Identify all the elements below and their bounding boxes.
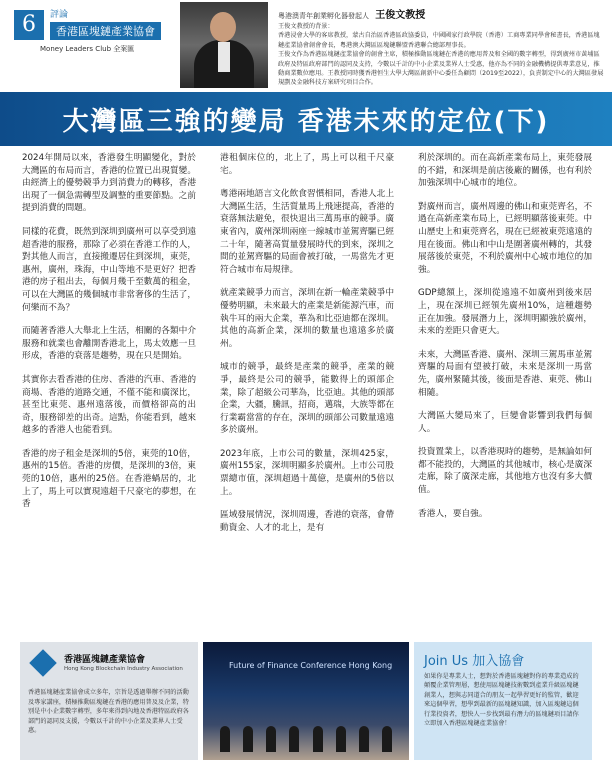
paragraph: 未來，大灣區香港、廣州、深圳三駕馬車並駕齊驅的局面有望被打破，未來是深圳一馬當先，廣州緊隨其後，後面是香港、東莞、佛山相隨。 bbox=[418, 349, 592, 398]
paragraph: 區域發展情況，深圳周邊，香港的衰落，會帶動資金、人才的北上，是有 bbox=[220, 510, 394, 533]
conference-screen-text: Future of Finance Conference Hong Kong bbox=[229, 661, 393, 670]
paragraph: 其實你去看香港的住房、香港的汽車、香港的商場、香港的道路交通，不僅不能和廣深比，甚至比東莞、惠州遠落後，而價格卻高的出奇，服務卻差的出奇。這點，你能看到，越來越多的香港人也能看到。 bbox=[22, 374, 196, 436]
paragraph: 2024年開局以來，香港發生明顯變化，對於大灣區的布局而言，香港的位置已出現質變。由經濟上的優勢競爭力到消費力的轉移，香港出現了一個急需轉型及調整的重要節點。之前提到消費的問題。 bbox=[22, 153, 196, 214]
column-2 bbox=[220, 152, 394, 640]
bio-paragraph: 王俊文作為香港區塊鏈產業協會的創會主席，積極推動區塊鏈在香港的應用普及和全國的數字轉型，得到廣州市黃埔區政府及特區政府部門的認同及支持，令數以千計的中小企業及業界人士受惠，他亦為不同的金融機構提供專業意見，推動商業數位應用。王教授同時獲香港恒生大學大灣區創新中心委任為顧問（2019至2022），負責制定中心的大灣區發展規劃及金融科技方案研究項目合作。 bbox=[278, 51, 604, 87]
association-box bbox=[20, 642, 198, 760]
paragraph: 香港的房子租金是深圳的5倍，東莞的10倍，惠州的15倍。香港的房價，是深圳的3倍，東莞的10倍，惠州的25倍。在香港蝸居的，北上了，馬上可以實現遠超千尺豪宅的夢想，在香 bbox=[22, 448, 196, 510]
conference-photo bbox=[203, 642, 409, 760]
bio-heading: 王俊文教授的背景： bbox=[278, 23, 334, 30]
bio-paragraph: 香港浸會大學的客席教授，蒙古自治區香港區政協委員，中國國家行政學院（香港）工商專業同學會秘書長，香港區塊鏈產業協會創會會長，粵港澳大灣區區塊鏈聯盟香港聯合總部理事長。 bbox=[278, 32, 600, 49]
column-name: 香港區塊鏈產業協會 bbox=[50, 22, 161, 40]
author-photo bbox=[180, 2, 268, 88]
paragraph: 2023年底，上市公司的數量，深圳425家，廣州155家，深圳明顯多於廣州。上市公司股票總市值，深圳超過十萬億，是廣州的5倍以上。 bbox=[220, 448, 394, 497]
author-name: 王俊文教授 bbox=[375, 10, 426, 21]
paragraph: 大灣區大變局來了，巨變會影響到我們每個人。 bbox=[418, 411, 592, 434]
paragraph: 利於深圳的。而在高新產業布局上，東莞發展的不錯，和深圳是前店後廠的關係，也有利於加強深圳中心城市的地位。 bbox=[418, 153, 592, 189]
header bbox=[0, 0, 612, 88]
paragraph: 城市的競爭，最終是產業的競爭，產業的競爭，最終是公司的競爭，能數得上的頭部企業，除了超級公司華為，比亞迪。其他的頭部企業，大疆，騰訊，招商，邁瑞，大族等都在行業霸當當的存在，深圳的頭部公司數量遠遠多於廣州。 bbox=[220, 362, 394, 436]
article-body bbox=[22, 152, 592, 640]
column-label: 評論 bbox=[50, 10, 69, 20]
paragraph: 就產業競爭力而言，深圳在新一輪產業競爭中優勢明顯，未來最大的產業是新能源汽車，而執牛耳的兩大企業，華為和比亞迪都在深圳。其他的高新企業，深圳的數量也遠遠多於廣州。 bbox=[220, 288, 394, 349]
join-desc: 如果你是專業人士，想對於香港區塊鏈對你的專業造成的顛覆企業管理層，想使用區塊鏈技術數到產業升級區塊鏈創業人，想與志同道合的朋友一起學習更好的監管，歡迎來這個學習，想學到最新的區塊鏈知識，加入區塊鏈這個行業投資者，想快人一步找到最有潛力的區塊鏈項目請你立即加入香港區塊鏈產業協會！ bbox=[424, 673, 579, 728]
paragraph: 而隨著香港人大舉北上生活，相關的各類中介服務和就業也會離開香港北上，馬太效應一旦形成，香港的衰落是趨勢，現在只是開始。 bbox=[22, 326, 196, 362]
paragraph: 港租個床位的，北上了，馬上可以租千尺豪宅。 bbox=[220, 153, 394, 176]
article-title: 大灣區三強的變局 香港未來的定位(下) bbox=[62, 106, 550, 137]
association-name-en: Hong Kong Blockchain Industry Association bbox=[64, 666, 183, 672]
association-name: 香港區塊鏈產業協會 bbox=[64, 655, 146, 665]
panel-people bbox=[213, 722, 399, 752]
footer bbox=[20, 642, 592, 760]
paragraph: 投資置業上，以香港現時的趨勢，是無論如何都不能投的，大灣區的其他城市，核心是廣深走廊，除了廣深走廊，其他地方也沒有多大價值。 bbox=[418, 447, 592, 496]
paragraph: 粵港兩地語言文化飲食習慣相同，香港人北上大灣區生活，生活質量馬上飛速提高，香港的衰落無法避免，很快退出三萬馬車的競爭。廣東省內，廣州深圳兩座一線城市並駕齊驅已經二十年，隨著高質量發展時代的到來，深圳之間的並駕齊驅的局面會被打破，一馬當先才更符合城市布局規律。 bbox=[220, 189, 394, 275]
association-logo-icon bbox=[29, 649, 57, 677]
author-line bbox=[278, 6, 425, 21]
paragraph: 香港人，要自強。 bbox=[418, 508, 488, 519]
author-bio bbox=[278, 22, 604, 88]
column-badge bbox=[14, 10, 161, 40]
column-titles bbox=[50, 10, 161, 40]
association-desc: 香港區塊鏈產業協會成立多年，宗旨是透過舉辦不同的活動及專家講座，積極推動區塊鏈在香港的應用普及及企業，特別是中小企業數字轉型，多年來得到內地及香港特區政府各部門的認同及支援，令數以千計的中小企業及業界人士受惠。 bbox=[28, 689, 189, 735]
title-banner bbox=[0, 92, 612, 146]
column-number: 6 bbox=[14, 10, 44, 40]
column-1 bbox=[22, 152, 196, 640]
column-3 bbox=[418, 152, 592, 640]
paragraph: 對廣州而言，廣州周邊的佛山和東莞齊名，不過在高新產業布局上，已經明顯落後東莞。中山歷史上和東莞齊名，現在已經被東莞遠遠的甩在後面。佛山和中山是圍著廣州轉的，其發展落後於東莞，不利於廣州中心城市地位的加強。 bbox=[418, 201, 592, 275]
byline: Money Leaders Club 全案匯 bbox=[40, 45, 135, 53]
paragraph: 同樣的花費，既然到深圳到廣州可以享受到遠超香港的服務，那除了必須在香港工作的人，對其他人而言，直接搬遷居住到深圳，東莞，惠州，廣州，珠海，中山等地不是更好？把香港的房子租出去，每個月幾千至數萬的租金，可以在大灣區的幾個城市非常奢侈的生活了，何樂而不為？ bbox=[22, 226, 196, 313]
join-box bbox=[414, 642, 592, 760]
paragraph: GDP總額上，深圳從遠遠不如廣州到後來居上，現在深圳已經領先廣州10%，這種趨勢正在加強。發展潛力上，深圳明顯強於廣州，未來的差距只會更大。 bbox=[418, 288, 592, 337]
author-prefix: 粵港澳青年創業孵化器發起人 bbox=[278, 12, 369, 20]
join-title: Join Us 加入協會 bbox=[424, 654, 525, 669]
